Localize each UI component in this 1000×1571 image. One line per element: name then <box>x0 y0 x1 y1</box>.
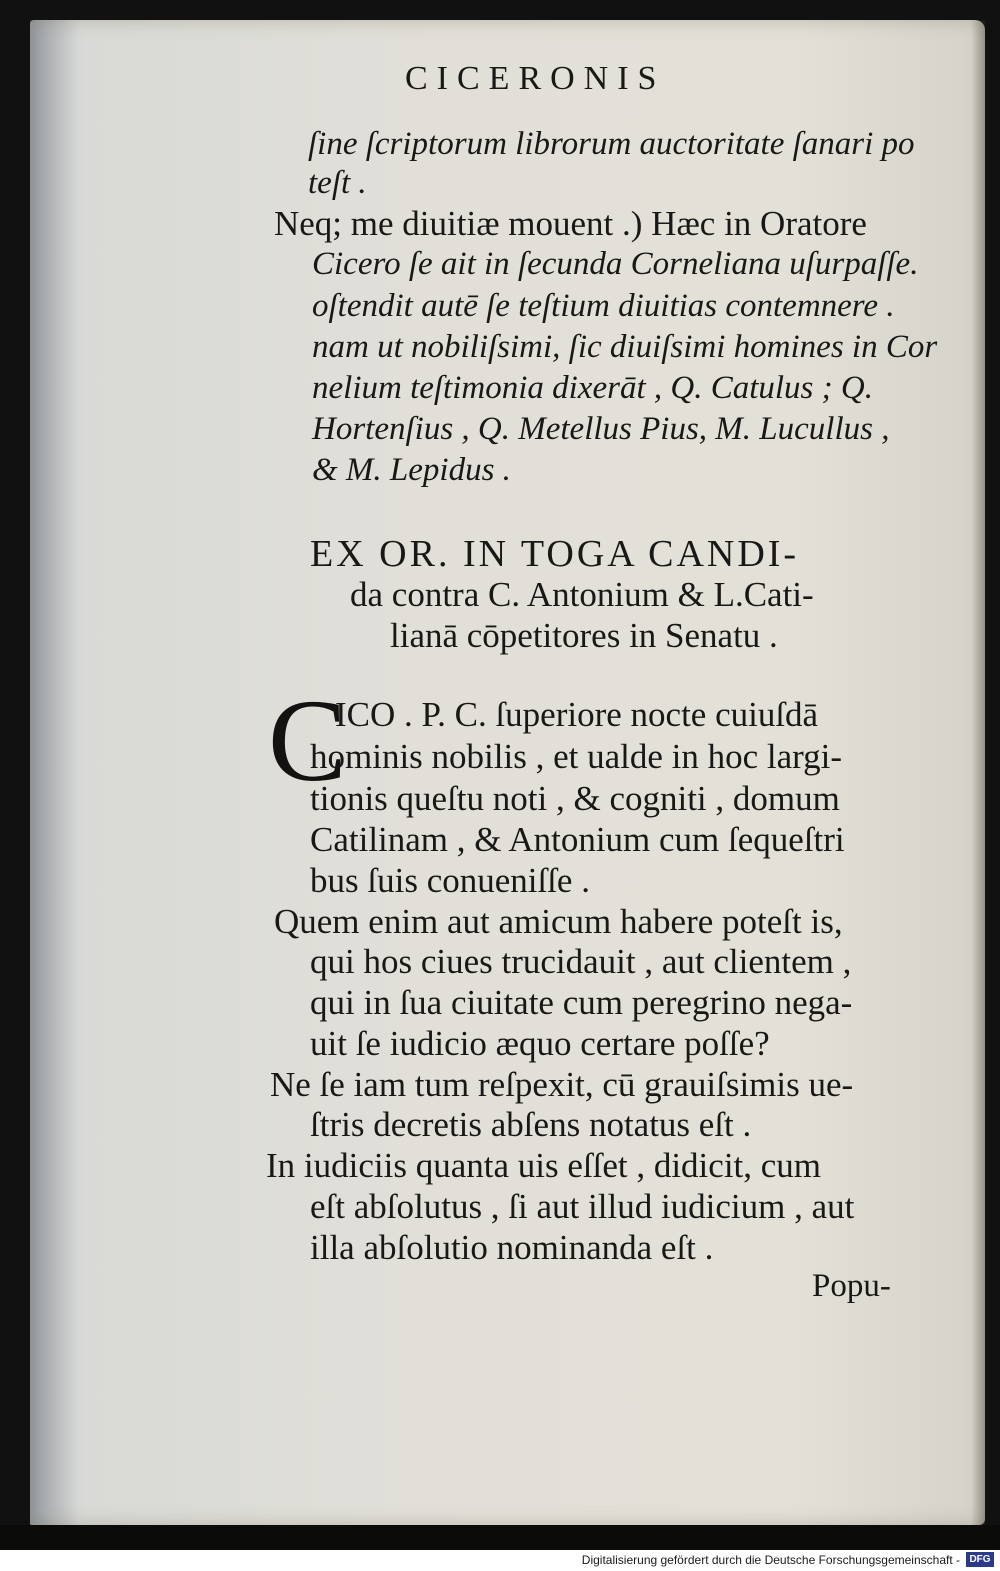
running-title: CICERONIS <box>405 60 666 97</box>
body-line: bus ſuis conueniſſe . <box>310 861 590 900</box>
body-line: qui in ſua ciuitate cum peregrino nega- <box>310 983 853 1022</box>
commentary-line: oſtendit autē ſe teſtium diuitias contemnere . <box>312 288 895 324</box>
commentary-line: Hortenſius , Q. Metellus Pius, M. Lucullus , <box>312 411 890 447</box>
commentary-line: teſt . <box>308 165 367 201</box>
body-line: hominis nobilis , et ualde in hoc largi- <box>310 737 843 776</box>
commentary-line: ſine ſcriptorum librorum auctoritate ſanari po <box>308 126 915 162</box>
commentary-line: nam ut nobiliſsimi, ſic diuiſsimi homines in Cor <box>312 329 938 365</box>
page-edge-shadow <box>971 20 985 1525</box>
body-line: ſtris decretis abſens notatus eſt . <box>310 1105 752 1144</box>
spine-shadow <box>30 20 78 1525</box>
catchword: Popu- <box>812 1268 891 1304</box>
section-title-line: da contra C. Antonium & L.Cati- <box>350 575 814 614</box>
body-line: illa abſolutio nominanda eſt . <box>310 1228 714 1267</box>
scan-bottom-border <box>0 1525 1000 1550</box>
section-title-line: EX OR. IN TOGA CANDI- <box>310 533 800 575</box>
body-line: tionis queſtu noti , & cogniti , domum <box>310 779 840 818</box>
body-line: uit ſe iudicio æquo certare poſſe? <box>310 1024 770 1063</box>
body-line: In iudiciis quanta uis eſſet , didicit, cum <box>266 1146 822 1185</box>
body-line: ICO . P. C. ſuperiore nocte cuiuſdā <box>335 695 819 734</box>
footer-credit: Digitalisierung gefördert durch die Deutsche Forschungsgemeinschaft - <box>581 1553 960 1567</box>
body-line: qui hos ciues trucidauit , aut clientem , <box>310 942 852 981</box>
commentary-line: nelium teſtimonia dixerāt , Q. Catulus ; Q. <box>312 370 873 406</box>
body-line: eſt abſolutus , ſi aut illud iudicium , aut <box>310 1187 855 1226</box>
body-line: Ne ſe iam tum reſpexit, cū grauiſsimis ue- <box>270 1065 854 1104</box>
lemma-line: Neq; me diuitiæ mouent .) Hæc in Oratore <box>274 204 867 243</box>
dfg-logo[interactable]: DFG <box>966 1552 994 1567</box>
section-title-line: lianā cōpetitores in Senatu . <box>390 616 778 655</box>
drop-capital: C <box>268 675 347 806</box>
commentary-line: Cicero ſe ait in ſecunda Corneliana uſurpaſſe. <box>312 246 919 282</box>
commentary-line: & M. Lepidus . <box>312 452 511 488</box>
body-line: Catilinam , & Antonium cum ſequeſtri <box>310 820 845 859</box>
body-line: Quem enim aut amicum habere poteſt is, <box>274 902 843 941</box>
